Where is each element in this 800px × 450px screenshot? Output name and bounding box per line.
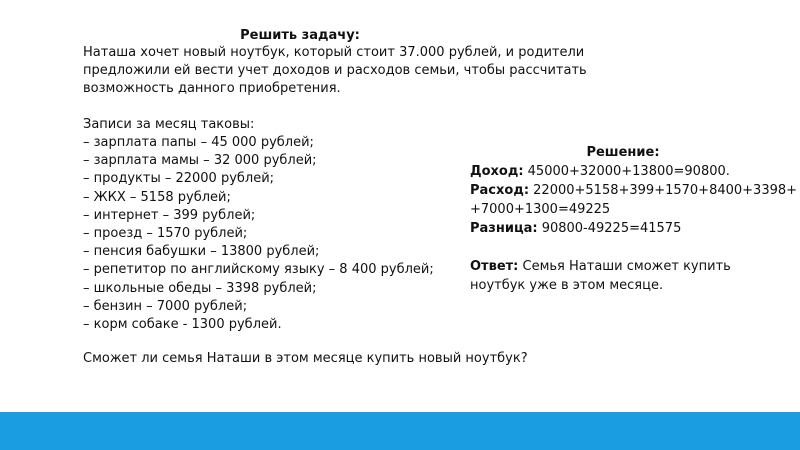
record-item: – репетитор по английскому языку – 8 400 рублей; — [83, 262, 434, 278]
record-item: – интернет – 399 рублей; — [83, 207, 256, 223]
answer-row-continued: ноутбук уже в этом месяце. — [470, 278, 664, 293]
solution-heading: Решение: — [586, 145, 660, 160]
intro-line: предложили ей вести учет доходов и расходов семьи, чтобы рассчитать — [83, 63, 587, 78]
intro-line: возможность данного приобретения. — [83, 81, 341, 96]
record-item: – продукты – 22000 рублей; — [83, 171, 275, 187]
answer-label: Ответ: — [470, 259, 519, 274]
task-intro — [83, 44, 603, 98]
intro-line: Наташа хочет новый ноутбук, который стоит 37.000 рублей, и родители — [83, 45, 585, 60]
record-item: – зарплата папы – 45 000 рублей; — [83, 135, 314, 150]
record-item: – проезд – 1570 рублей; — [83, 226, 248, 242]
spacer — [470, 238, 790, 257]
record-item: – зарплата мамы – 32 000 рублей; — [83, 153, 317, 169]
record-item: – пенсия бабушки – 13800 рублей; — [83, 244, 320, 260]
expense-label: Расход: — [470, 183, 530, 198]
record-item: – школьные обеды – 3398 рублей; — [83, 280, 317, 296]
difference-label: Разница: — [470, 221, 538, 236]
records-list — [83, 134, 434, 334]
difference-value: 90800-49225=41575 — [537, 221, 682, 236]
expense-value: 22000+5158+399+1570+8400+3398+ — [529, 183, 798, 198]
difference-row — [470, 219, 790, 238]
income-label: Доход: — [470, 164, 524, 179]
expense-row-continued: +7000+1300=49225 — [470, 202, 611, 217]
income-row — [470, 162, 790, 181]
expense-row — [470, 181, 798, 200]
answer-row — [470, 257, 790, 276]
record-item: – бензин – 7000 рублей; — [83, 298, 248, 314]
task-heading: Решить задачу: — [240, 28, 360, 43]
record-item: – ЖКХ – 5158 рублей; — [83, 189, 231, 205]
answer-text: Семья Наташи сможет купить — [518, 259, 731, 274]
record-item: – корм собаке - 1300 рублей. — [83, 317, 282, 333]
bottom-accent-bar — [0, 412, 800, 450]
records-title: Записи за месяц таковы: — [83, 117, 255, 132]
solution-block — [470, 143, 798, 295]
income-value: 45000+32000+13800=90800. — [523, 164, 730, 179]
task-question: Сможет ли семья Наташи в этом месяце купить новый ноутбук? — [83, 351, 528, 366]
